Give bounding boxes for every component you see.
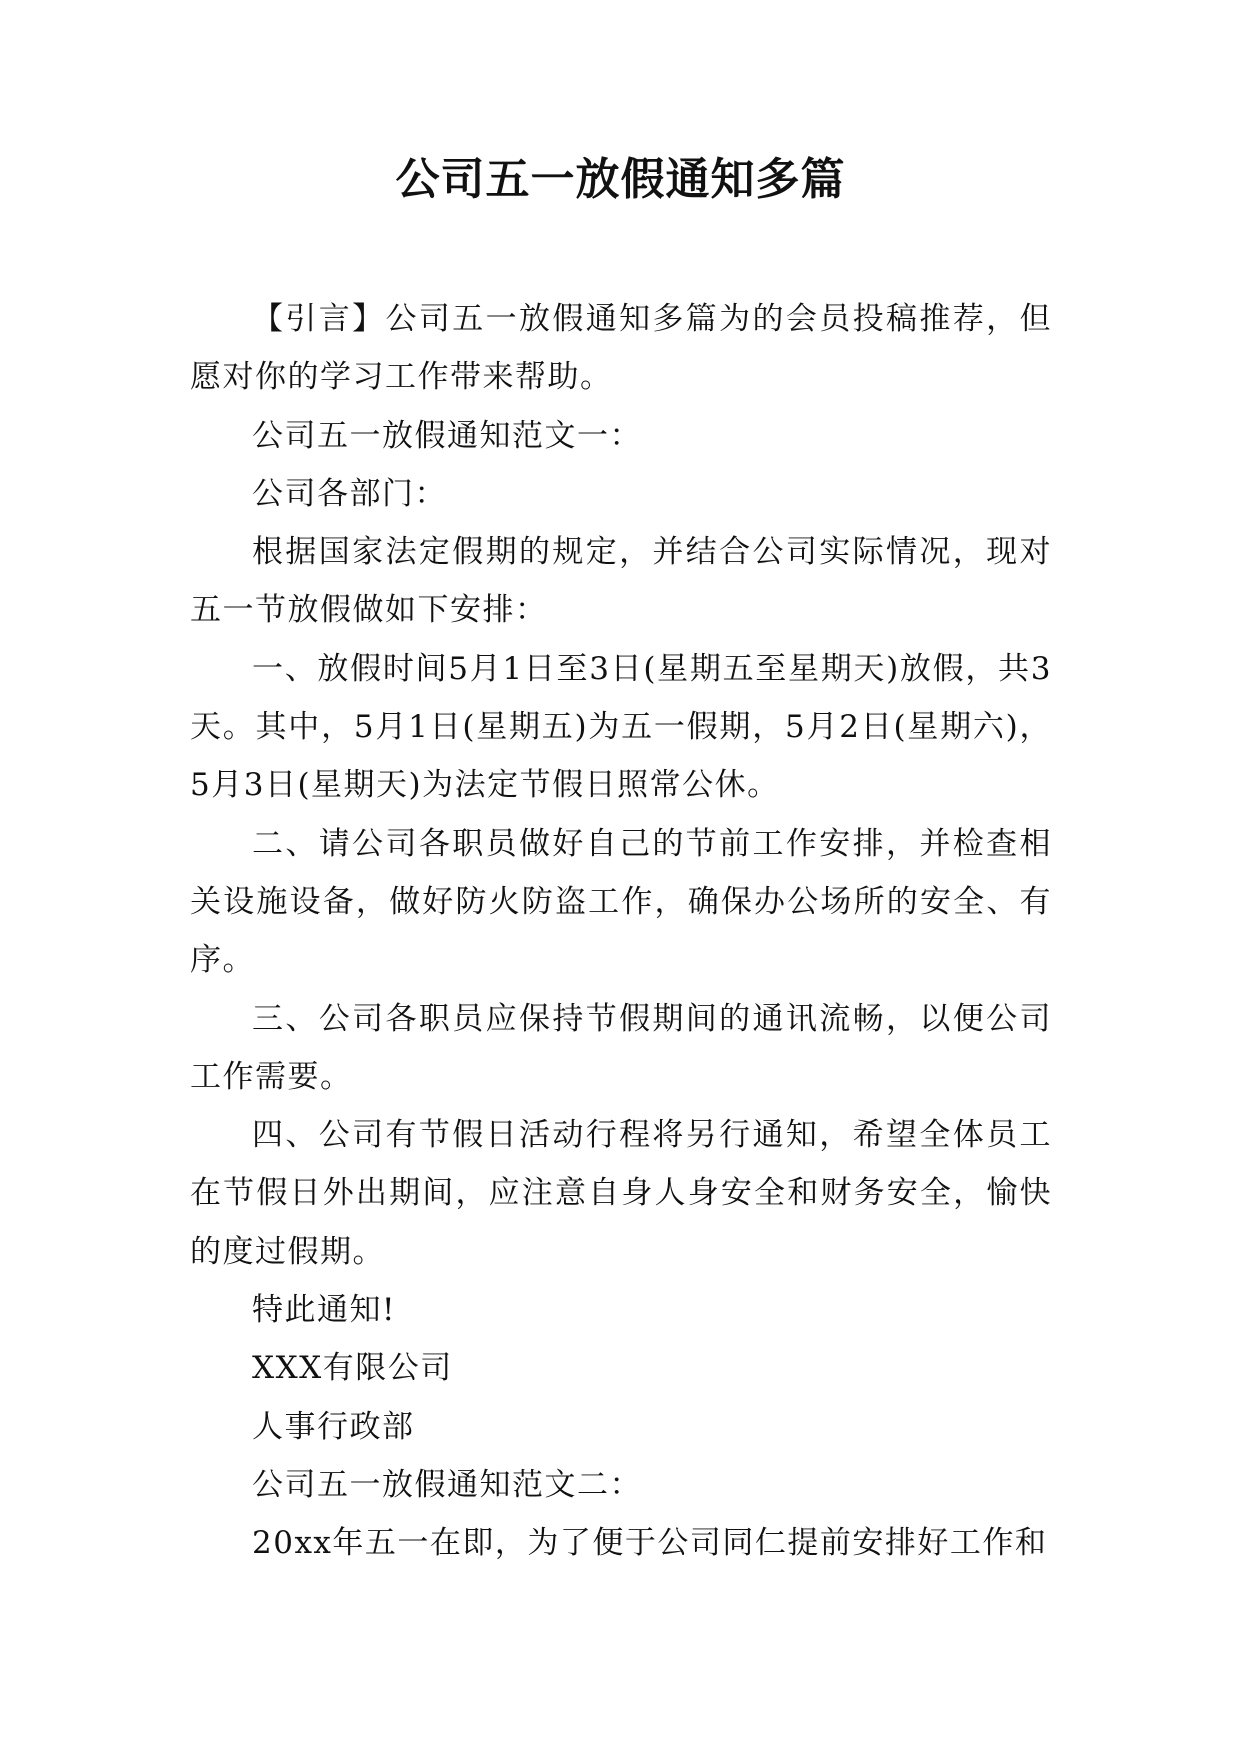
paragraph-sample-two-heading: 公司五一放假通知范文二： [252,1466,642,1503]
paragraph-preamble: 根据国家法定假期的规定，并结合公司实际情况，现对五一节放假做如下安排： [190,534,1052,629]
document-body [190,290,1052,1573]
paragraph-department: 人事行政部 [252,1408,415,1445]
paragraph-salutation: 公司各部门： [252,475,447,512]
paragraph-item-four: 四、公司有节假日活动行程将另行通知，希望全体员工在节假日外出期间，应注意自身人身安全和财务安全，愉快的度过假期。 [190,1117,1052,1270]
paragraph-sample-one-heading: 公司五一放假通知范文一： [252,417,642,454]
paragraph-item-three: 三、公司各职员应保持节假期间的通讯流畅，以便公司工作需要。 [190,1000,1052,1095]
paragraph-intro: 【引言】公司五一放假通知多篇为的会员投稿推荐，但愿对你的学习工作带来帮助。 [190,301,1052,396]
paragraph-item-one: 一、放假时间5月1日至3日(星期五至星期天)放假，共3天。其中，5月1日(星期五)为五一假期，5月2日(星期六)，5月3日(星期天)为法定节假日照常公休。 [190,650,1052,804]
paragraph-sample-two-start: 20xx年五一在即，为了便于公司同仁提前安排好工作和 [252,1525,1048,1562]
document-title: 公司五一放假通知多篇 [395,154,846,205]
paragraph-closing: 特此通知! [252,1292,396,1329]
paragraph-item-two: 二、请公司各职员做好自己的节前工作安排，并检查相关设施设备，做好防火防盗工作，确保办公场所的安全、有序。 [190,825,1052,979]
paragraph-company-name: XXX有限公司 [252,1350,453,1387]
